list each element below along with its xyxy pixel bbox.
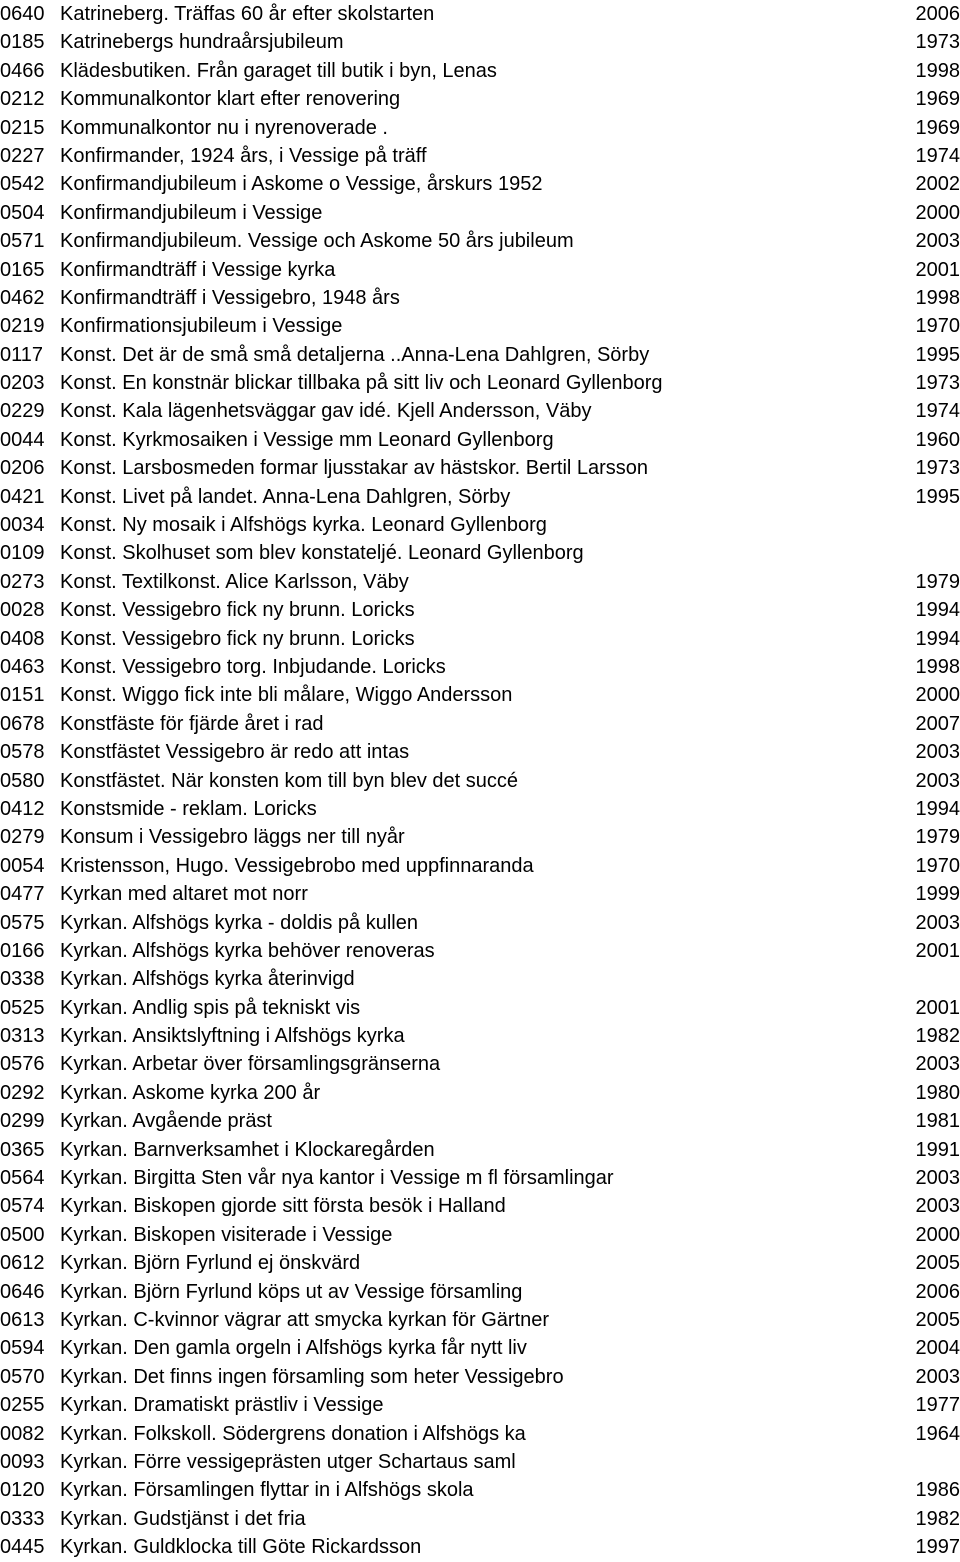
article-number: 0578 [0,738,45,766]
article-number: 0273 [0,568,45,596]
article-title: Konst. Vessigebro fick ny brunn. Loricks [60,596,415,624]
article-year: 2003 [916,1050,960,1078]
article-number: 0028 [0,596,45,624]
article-year: 1995 [916,341,960,369]
article-year: 1999 [916,880,960,908]
article-title: Kommunalkontor nu i nyrenoverade . [60,114,388,142]
article-number: 0613 [0,1306,45,1334]
article-number: 0445 [0,1533,45,1561]
article-title: Konfirmandjubileum i Askome o Vessige, årskurs 1952 [60,170,542,198]
article-title: Kyrkan. Björn Fyrlund ej önskvärd [60,1249,360,1277]
list-item [0,1192,960,1220]
article-number: 0082 [0,1420,45,1448]
article-number: 0034 [0,511,45,539]
article-title: Katrinebergs hundraårsjubileum [60,28,344,56]
article-number: 0313 [0,1022,45,1050]
article-title: Konst. Larsbosmeden formar ljusstakar av hästskor. Bertil Larsson [60,454,648,482]
article-year: 2000 [916,681,960,709]
article-title: Konst. Det är de små små detaljerna ..Anna-Lena Dahlgren, Sörby [60,341,649,369]
article-title: Konfirmandträff i Vessige kyrka [60,256,335,284]
article-year: 2003 [916,1363,960,1391]
article-title: Konst. Textilkonst. Alice Karlsson, Väby [60,568,409,596]
article-year: 1974 [916,397,960,425]
article-number: 0299 [0,1107,45,1135]
list-item [0,965,960,993]
article-title: Konst. En konstnär blickar tillbaka på sitt liv och Leonard Gyllenborg [60,369,663,397]
list-item [0,511,960,539]
list-item [0,823,960,851]
article-number: 0580 [0,767,45,795]
article-year: 2001 [916,937,960,965]
article-title: Kyrkan. Barnverksamhet i Klockaregården [60,1136,435,1164]
article-year: 2003 [916,1164,960,1192]
article-year: 1986 [916,1476,960,1504]
article-year: 1979 [916,568,960,596]
article-number: 0678 [0,710,45,738]
article-number: 0117 [0,341,43,369]
article-year: 2005 [916,1306,960,1334]
list-item [0,994,960,1022]
list-item [0,312,960,340]
article-title: Konst. Kyrkmosaiken i Vessige mm Leonard Gyllenborg [60,426,554,454]
article-number: 0206 [0,454,45,482]
article-number: 0279 [0,823,45,851]
article-number: 0564 [0,1164,45,1192]
article-number: 0570 [0,1363,45,1391]
list-item [0,738,960,766]
list-item [0,1476,960,1504]
article-title: Konstsmide - reklam. Loricks [60,795,317,823]
article-title: Kommunalkontor klart efter renovering [60,85,400,113]
article-title: Kyrkan. Guldklocka till Göte Rickardsson [60,1533,421,1561]
article-number: 0576 [0,1050,45,1078]
article-title: Kyrkan. Den gamla orgeln i Alfshögs kyrka får nytt liv [60,1334,527,1362]
list-item [0,909,960,937]
article-title: Konfirmander, 1924 års, i Vessige på träff [60,142,427,170]
list-item [0,795,960,823]
list-item [0,28,960,56]
article-number: 0333 [0,1505,45,1533]
article-year: 2007 [916,710,960,738]
article-number: 0165 [0,256,45,284]
article-title: Konst. Wiggo fick inte bli målare, Wiggo Andersson [60,681,512,709]
list-item [0,1050,960,1078]
list-item [0,681,960,709]
article-number: 0463 [0,653,45,681]
article-number: 0151 [0,681,45,709]
article-title: Kyrkan. Biskopen visiterade i Vessige [60,1221,392,1249]
article-title: Konst. Livet på landet. Anna-Lena Dahlgren, Sörby [60,483,510,511]
article-year: 2003 [916,909,960,937]
list-item [0,397,960,425]
list-item [0,1363,960,1391]
article-number: 0044 [0,426,45,454]
list-item [0,1278,960,1306]
article-title: Kyrkan. Förre vessigeprästen utger Schartaus saml [60,1448,516,1476]
article-number: 0477 [0,880,45,908]
article-title: Kyrkan. Birgitta Sten vår nya kantor i Vessige m fl församlingar [60,1164,614,1192]
article-title: Klädesbutiken. Från garaget till butik i byn, Lenas [60,57,497,85]
article-year: 1973 [916,28,960,56]
article-year: 2000 [916,199,960,227]
article-number: 0500 [0,1221,45,1249]
article-number: 0255 [0,1391,45,1419]
article-number: 0109 [0,539,45,567]
article-year: 1974 [916,142,960,170]
article-year: 2000 [916,1221,960,1249]
article-number: 0574 [0,1192,45,1220]
article-number: 0215 [0,114,45,142]
list-item [0,454,960,482]
article-number: 0185 [0,28,45,56]
article-year: 2001 [916,256,960,284]
article-number: 0093 [0,1448,45,1476]
article-title: Kyrkan. Alfshögs kyrka - doldis på kullen [60,909,418,937]
article-number: 0054 [0,852,45,880]
article-title: Konsum i Vessigebro läggs ner till nyår [60,823,405,851]
list-item [0,256,960,284]
list-item [0,426,960,454]
article-title: Kyrkan med altaret mot norr [60,880,308,908]
article-title: Konstfästet Vessigebro är redo att intas [60,738,409,766]
list-item [0,1079,960,1107]
list-item [0,199,960,227]
article-title: Kristensson, Hugo. Vessigebrobo med uppfinnaranda [60,852,534,880]
article-year: 1995 [916,483,960,511]
list-item [0,170,960,198]
article-number: 0365 [0,1136,45,1164]
article-title: Kyrkan. Andlig spis på tekniskt vis [60,994,360,1022]
article-year: 2005 [916,1249,960,1277]
article-title: Konst. Kala lägenhetsväggar gav idé. Kjell Andersson, Väby [60,397,591,425]
list-item [0,937,960,965]
list-item [0,1306,960,1334]
article-year: 1980 [916,1079,960,1107]
list-item [0,369,960,397]
article-number: 0120 [0,1476,45,1504]
list-item [0,142,960,170]
article-year: 1973 [916,454,960,482]
article-number: 0542 [0,170,45,198]
article-year: 2003 [916,1192,960,1220]
article-year: 1982 [916,1505,960,1533]
article-title: Kyrkan. Biskopen gjorde sitt första besök i Halland [60,1192,506,1220]
article-title: Konfirmationsjubileum i Vessige [60,312,342,340]
list-item [0,85,960,113]
article-title: Katrineberg. Träffas 60 år efter skolstarten [60,0,434,28]
article-year: 1977 [916,1391,960,1419]
article-title: Konst. Vessigebro torg. Inbjudande. Loricks [60,653,446,681]
list-item [0,1448,960,1476]
article-number: 0612 [0,1249,45,1277]
article-number: 0525 [0,994,45,1022]
list-item [0,852,960,880]
article-number: 0462 [0,284,45,312]
article-number: 0421 [0,483,45,511]
article-title: Kyrkan. Gudstjänst i det fria [60,1505,306,1533]
article-year: 1960 [916,426,960,454]
list-item [0,1334,960,1362]
article-number: 0646 [0,1278,45,1306]
list-item [0,284,960,312]
article-title: Kyrkan. Alfshögs kyrka återinvigd [60,965,355,993]
list-item [0,625,960,653]
article-title: Kyrkan. Ansiktslyftning i Alfshögs kyrka [60,1022,405,1050]
list-item [0,568,960,596]
article-title: Kyrkan. Församlingen flyttar in i Alfshögs skola [60,1476,474,1504]
article-title: Konstfäste för fjärde året i rad [60,710,323,738]
article-year: 1991 [916,1136,960,1164]
article-year: 1970 [916,312,960,340]
list-item [0,880,960,908]
article-title: Kyrkan. C-kvinnor vägrar att smycka kyrkan för Gärtner [60,1306,549,1334]
article-title: Kyrkan. Arbetar över församlingsgränserna [60,1050,440,1078]
article-title: Kyrkan. Dramatiskt prästliv i Vessige [60,1391,383,1419]
article-number: 0640 [0,0,45,28]
article-year: 1973 [916,369,960,397]
article-title: Konfirmandjubileum. Vessige och Askome 50 års jubileum [60,227,574,255]
article-number: 0338 [0,965,45,993]
article-year: 2002 [916,170,960,198]
article-year: 2006 [916,1278,960,1306]
article-number: 0166 [0,937,45,965]
article-number: 0575 [0,909,45,937]
article-title: Kyrkan. Folkskoll. Södergrens donation i Alfshögs ka [60,1420,526,1448]
article-title: Kyrkan. Avgående präst [60,1107,272,1135]
article-year: 1998 [916,57,960,85]
article-year: 1998 [916,284,960,312]
article-number: 0412 [0,795,45,823]
list-item [0,341,960,369]
article-title: Konst. Skolhuset som blev konstateljé. Leonard Gyllenborg [60,539,584,567]
article-year: 1964 [916,1420,960,1448]
list-item [0,1022,960,1050]
article-title: Kyrkan. Det finns ingen församling som heter Vessigebro [60,1363,564,1391]
list-item [0,1505,960,1533]
list-item [0,227,960,255]
article-number: 0292 [0,1079,45,1107]
article-year: 1981 [916,1107,960,1135]
list-item [0,1107,960,1135]
article-number: 0229 [0,397,45,425]
article-number: 0504 [0,199,45,227]
article-year: 1994 [916,596,960,624]
article-number: 0408 [0,625,45,653]
article-number: 0571 [0,227,45,255]
article-title: Konfirmandjubileum i Vessige [60,199,322,227]
article-title: Kyrkan. Björn Fyrlund köps ut av Vessige församling [60,1278,522,1306]
list-item [0,0,960,28]
article-number: 0594 [0,1334,45,1362]
list-item [0,1221,960,1249]
article-year: 1969 [916,85,960,113]
article-year: 1994 [916,625,960,653]
list-item [0,596,960,624]
article-title: Konstfästet. När konsten kom till byn blev det succé [60,767,518,795]
list-item [0,710,960,738]
article-year: 1994 [916,795,960,823]
list-item [0,483,960,511]
article-title: Konst. Vessigebro fick ny brunn. Loricks [60,625,415,653]
article-year: 2006 [916,0,960,28]
article-year: 1970 [916,852,960,880]
list-item [0,539,960,567]
list-item [0,767,960,795]
article-year: 1982 [916,1022,960,1050]
list-item [0,1533,960,1561]
article-number: 0203 [0,369,45,397]
article-year: 1969 [916,114,960,142]
article-year: 2003 [916,738,960,766]
article-year: 2003 [916,767,960,795]
article-year: 2004 [916,1334,960,1362]
article-year: 1979 [916,823,960,851]
article-year: 1998 [916,653,960,681]
article-year: 2003 [916,227,960,255]
list-item [0,1136,960,1164]
list-item [0,653,960,681]
list-item [0,1164,960,1192]
article-title: Kyrkan. Askome kyrka 200 år [60,1079,320,1107]
list-item [0,1391,960,1419]
article-number: 0466 [0,57,45,85]
article-number: 0219 [0,312,45,340]
article-title: Kyrkan. Alfshögs kyrka behöver renoveras [60,937,435,965]
article-year: 1997 [916,1533,960,1561]
article-title: Konst. Ny mosaik i Alfshögs kyrka. Leonard Gyllenborg [60,511,547,539]
list-item [0,1249,960,1277]
list-item [0,114,960,142]
article-number: 0212 [0,85,45,113]
article-title: Konfirmandträff i Vessigebro, 1948 års [60,284,400,312]
article-year: 2001 [916,994,960,1022]
list-item [0,1420,960,1448]
list-item [0,57,960,85]
article-number: 0227 [0,142,45,170]
